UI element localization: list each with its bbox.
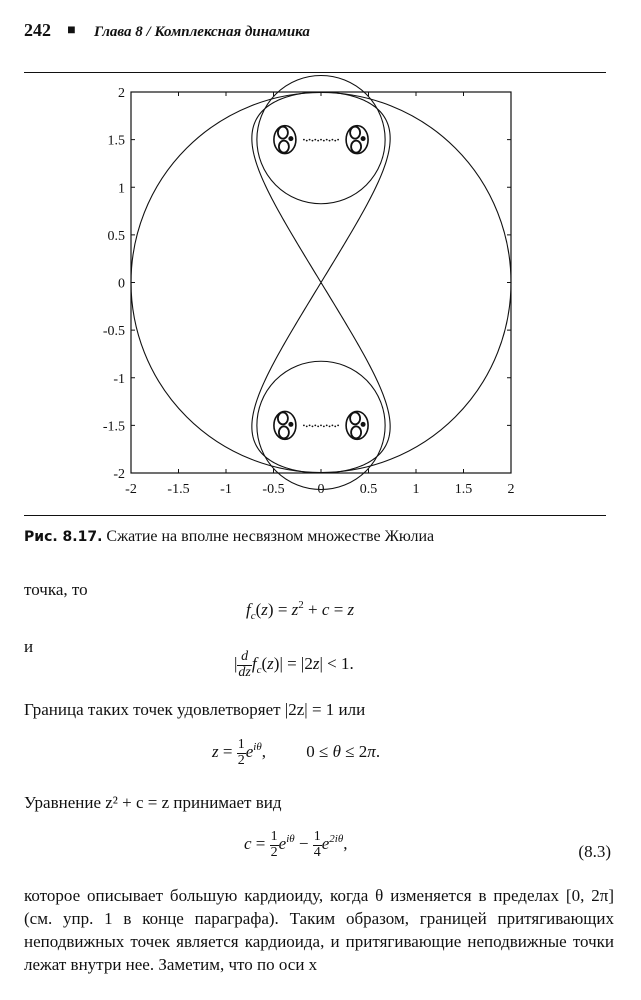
text-line-1: точка, то — [24, 580, 88, 599]
y-tick-label: 0.5 — [107, 228, 125, 244]
julia-loop — [279, 141, 289, 153]
y-tick-label: 1 — [118, 181, 125, 197]
y-tick-label: 2 — [118, 86, 125, 101]
julia-dust — [334, 140, 336, 142]
julia-dot — [361, 422, 366, 427]
julia-dust — [326, 139, 328, 141]
julia-loop — [278, 412, 288, 424]
julia-dust — [314, 139, 316, 141]
y-tick-label: -0.5 — [102, 324, 125, 340]
julia-dot — [288, 136, 293, 141]
y-tick-label: -2 — [113, 467, 125, 482]
chapter-title: Глава 8 / Комплексная динамика — [93, 24, 310, 40]
julia-loop — [350, 412, 360, 424]
julia-dust — [329, 140, 331, 142]
x-tick-label: -1.5 — [167, 482, 190, 497]
caption-label: Рис. 8.17. — [24, 529, 103, 545]
julia-dust — [320, 139, 322, 141]
julia-cluster-bottom-right — [346, 411, 368, 439]
julia-dust — [314, 424, 316, 426]
julia-dust — [329, 425, 331, 427]
julia-dust — [326, 424, 328, 426]
julia-dust — [323, 140, 325, 142]
julia-dust — [317, 425, 319, 427]
julia-dust — [334, 425, 336, 427]
equation-derivative: | $\frac{d}{dz}$ $f_c(z)| = |2z| < 1$. — [234, 649, 354, 680]
body-paragraph: которое описывает большую кардиоиду, когда θ изменяется в пределах [0, 2π] (см. упр. 1 в конце параграфа). Таким образом, границей притягивающих неподвижных точек является кардиоида, и притягивающие неподвижные точки лежат внутри нее. Заметим, что по оси x — [24, 886, 614, 974]
julia-dust — [309, 139, 311, 141]
y-tick-label: 0 — [118, 276, 125, 292]
julia-cluster-bottom-left — [274, 411, 296, 439]
text-line-2: Граница таких точек удовлетворяет |2z| = 1 или — [24, 700, 366, 719]
julia-dust — [320, 424, 322, 426]
julia-loop — [351, 426, 361, 438]
figure-caption — [24, 528, 434, 546]
julia-dust — [332, 139, 334, 141]
x-tick-label: -0.5 — [262, 482, 285, 497]
julia-cluster-top-right — [346, 126, 368, 154]
figure-eight-curve — [252, 92, 390, 473]
conjunction-i: и — [24, 637, 34, 656]
julia-dust — [309, 424, 311, 426]
julia-dust — [317, 140, 319, 142]
header-bullet: ■ — [67, 23, 76, 38]
julia-loop — [351, 141, 361, 153]
equation-number: (8.3) — [578, 842, 611, 861]
julia-dust — [337, 424, 339, 426]
julia-cluster-top-left — [274, 126, 296, 154]
julia-dust — [312, 140, 314, 142]
julia-dust — [312, 425, 314, 427]
julia-dust — [306, 140, 308, 142]
page-number: 242 — [24, 20, 51, 40]
equation-cardioid: c = $\frac{1}{2}$ $e^{i\theta}$ − $\frac{1}{4}$ $e^{2i\theta}$, — [244, 829, 348, 860]
plot-ticks — [103, 86, 515, 497]
bottom-rule — [24, 515, 606, 516]
julia-loop — [350, 127, 360, 139]
text-line-3: Уравнение z² + c = z принимает вид — [24, 793, 282, 812]
x-tick-label: 0 — [317, 482, 325, 497]
x-tick-label: 0.5 — [359, 482, 378, 497]
julia-loop — [278, 127, 288, 139]
julia-dust — [306, 425, 308, 427]
julia-dust — [323, 425, 325, 427]
x-tick-label: -2 — [125, 482, 137, 497]
equation-fixed-point: $f_c(z) = z^2 + c = z$ — [246, 599, 355, 622]
caption-text: Сжатие на вполне несвязном множестве Жюлиа — [106, 528, 435, 545]
julia-dust — [303, 424, 305, 426]
y-tick-label: -1 — [113, 371, 125, 387]
y-tick-label: 1.5 — [107, 133, 125, 149]
julia-dust — [337, 139, 339, 141]
julia-dust — [332, 424, 334, 426]
x-tick-label: 2 — [507, 482, 515, 497]
julia-dot — [288, 422, 293, 427]
x-tick-label: -1 — [220, 482, 232, 497]
plot-curves — [131, 76, 511, 490]
equation-boundary: z = $\frac{1}{2}$ $e^{i\theta}$, 0 ≤ θ ≤ 2π. — [212, 737, 381, 768]
julia-dot — [361, 136, 366, 141]
x-tick-label: 1.5 — [454, 482, 473, 497]
julia-dust — [303, 139, 305, 141]
julia-loop — [279, 426, 289, 438]
x-tick-label: 1 — [412, 482, 420, 497]
y-tick-label: -1.5 — [102, 419, 125, 435]
